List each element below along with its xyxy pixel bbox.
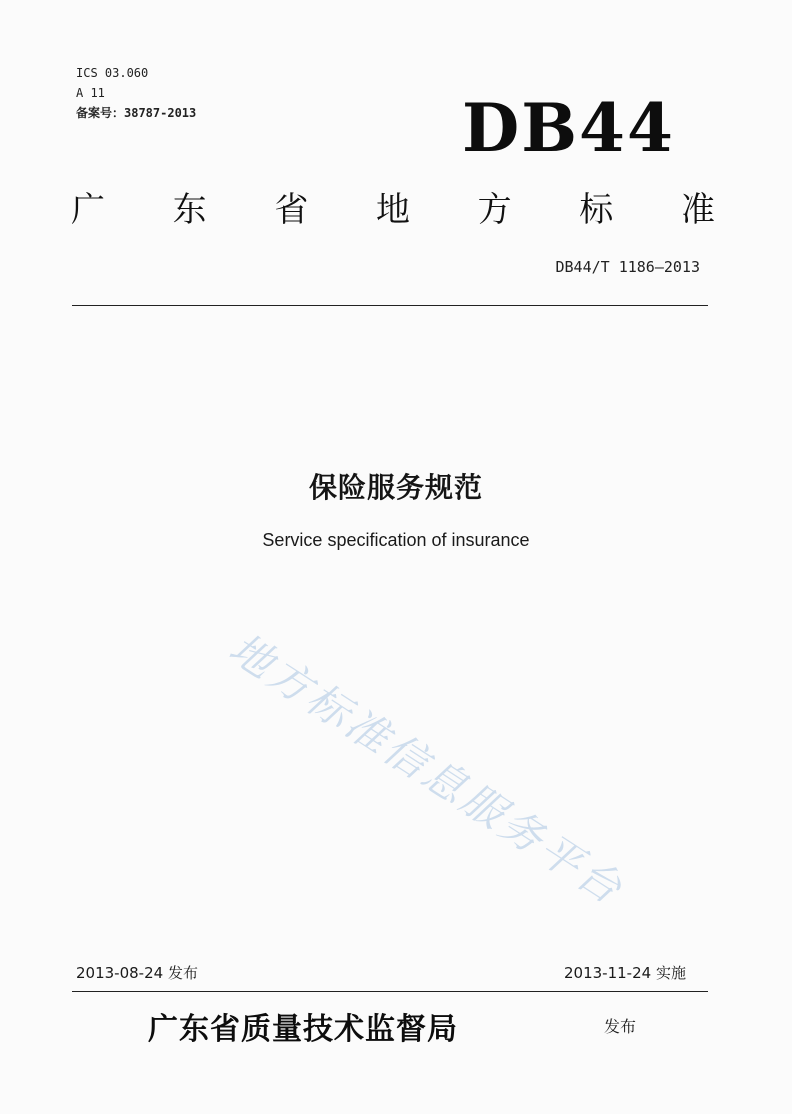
title-char: 准 (680, 189, 715, 230)
watermark: 地方标准信息服务平台 (220, 623, 634, 915)
effective-date: 2013-11-24 实施 (564, 964, 686, 982)
document-title-cn: 保险服务规范 (308, 471, 483, 504)
title-char: 东 (172, 189, 207, 230)
standard-type-title (68, 182, 718, 230)
publish-label: 发布 (604, 1017, 637, 1036)
title-char: 地 (375, 189, 410, 230)
record-number: 备案号：38787-2013 (76, 106, 197, 120)
bottom-divider (72, 991, 708, 992)
db44-logo: DB44 (462, 89, 675, 167)
title-char: 省 (274, 189, 309, 230)
publisher-name: 广东省质量技术监督局 (148, 1012, 458, 1047)
title-char: 标 (579, 189, 614, 230)
top-divider (72, 305, 708, 306)
document-number: DB44/T 1186—2013 (555, 258, 700, 276)
title-char: 方 (477, 189, 512, 230)
ics-code: ICS 03.060 (76, 66, 149, 80)
document-title-en: Service specification of insurance (262, 530, 530, 550)
title-char: 广 (71, 189, 105, 230)
category-code: A 11 (76, 86, 105, 100)
issue-date: 2013-08-24 发布 (76, 964, 198, 982)
